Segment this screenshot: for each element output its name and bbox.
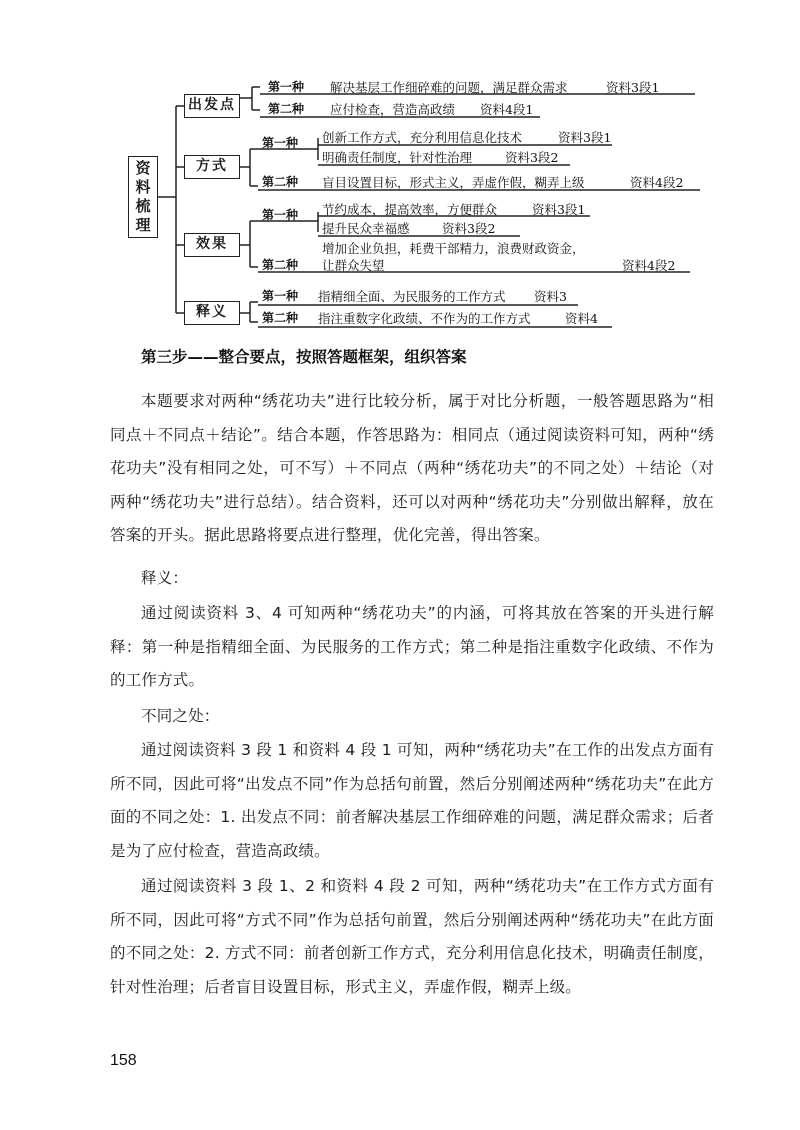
branch-ref: 资料4段2 [630, 175, 684, 190]
branch-tag: 第一种 [268, 80, 305, 94]
paragraph-approach: 本题要求对两种“绣花功夫”进行比较分析，属于对比分析题，一般答题思路为“相同点＋不同点＋结论”。结合本题，作答思路为：相同点（通过阅读资料可知，两种“绣花功夫”没有相同之处，可不写）＋不同点（两种“绣花功夫”的不同之处）＋结论（对两种“绣花功夫”进行总结）。结合资料，还可以对两种“绣花功夫”分别做出解释，放在答案的开头。据此思路将要点进行整理，优化完善，得出答案。 [110, 392, 714, 544]
mind-map-diagram [0, 0, 800, 340]
branch-text: 盲目设置目标，形式主义，弄虚作假，糊弄上级 [322, 175, 585, 190]
root-node-materials-review [128, 156, 158, 238]
branch-ref: 资料3 [534, 289, 567, 304]
root-char: 理 [135, 216, 151, 234]
branch-tag: 第二种 [262, 311, 299, 325]
branch-text: 创新工作方式，充分利用信息化技术 [322, 130, 523, 145]
branch-text: 指精细全面、为民服务的工作方式 [318, 289, 506, 304]
step-heading: 第三步——整合要点，按照答题框架，组织答案 [141, 348, 467, 366]
branch-tag: 第一种 [262, 208, 299, 222]
branch-ref: 资料4段2 [622, 258, 676, 273]
branch-ref: 资料4段1 [480, 102, 534, 117]
paragraph-definition: 通过阅读资料 3、4 可知两种“绣花功夫”的内涵，可将其放在答案的开头进行解释：第一种是指精细全面、为民服务的工作方式；第二种是指注重数字化政绩、不作为的工作方式。 [110, 604, 714, 689]
paragraph-difference-method: 通过阅读资料 3 段 1、2 和资料 4 段 2 可知，两种“绣花功夫”在工作方式方面有所不同，因此可将“方式不同”作为总括句前置，然后分别阐述两种“绣花功夫”在此方面的不同之处：2. 方式不同：前者创新工作方式，充分利用信息化技术，明确责任制度，针对性治理；后者盲目设置目标，形式主义，弄虚作假，糊弄上级。 [110, 877, 714, 996]
branch-text: 节约成本，提高效率，方便群众 [322, 202, 498, 217]
node-definition: 释义 [184, 301, 240, 325]
branch-text: 明确责任制度，针对性治理 [322, 150, 473, 165]
node-starting-point: 出发点 [184, 94, 240, 118]
branch-tag: 第一种 [262, 136, 299, 150]
root-char: 料 [135, 178, 151, 196]
branch-ref: 资料4 [565, 311, 598, 326]
branch-tag: 第一种 [262, 289, 299, 303]
node-effect: 效果 [184, 233, 240, 257]
paragraph-difference-starting-point: 通过阅读资料 3 段 1 和资料 4 段 1 可知，两种“绣花功夫”在工作的出发点方面有所不同，因此可将“出发点不同”作为总括句前置，然后分别阐述两种“绣花功夫”在此方面的不同之处：1. 出发点不同：前者解决基层工作细碎难的问题，满足群众需求；后者是为了应付检查，营造高政绩。 [110, 741, 714, 860]
branch-tag: 第二种 [262, 175, 299, 189]
root-char: 梳 [135, 197, 151, 215]
branch-text: 解决基层工作细碎难的问题，满足群众需求 [330, 80, 568, 95]
branch-text: 应付检查，营造高政绩 [330, 102, 456, 117]
branch-ref: 资料3段1 [558, 130, 612, 145]
paragraph-differences-label: 不同之处： [141, 707, 220, 725]
node-method: 方式 [184, 155, 240, 179]
root-char: 资 [135, 159, 151, 177]
branch-text: 提升民众幸福感 [322, 221, 410, 236]
page-number: 158 [110, 1052, 137, 1069]
branch-ref: 资料3段1 [606, 80, 660, 95]
branch-ref: 资料3段2 [442, 221, 496, 236]
branch-tag: 第二种 [268, 102, 305, 116]
branch-text: 指注重数字化政绩、不作为的工作方式 [318, 311, 531, 326]
branch-ref: 资料3段2 [505, 150, 559, 165]
branch-tag: 第二种 [262, 258, 299, 272]
paragraph-definition-label: 释义： [141, 569, 189, 587]
branch-text: 让群众失望 [322, 258, 385, 273]
branch-text: 增加企业负担，耗费干部精力，浪费财政资金， [322, 241, 585, 256]
branch-ref: 资料3段1 [532, 202, 586, 217]
